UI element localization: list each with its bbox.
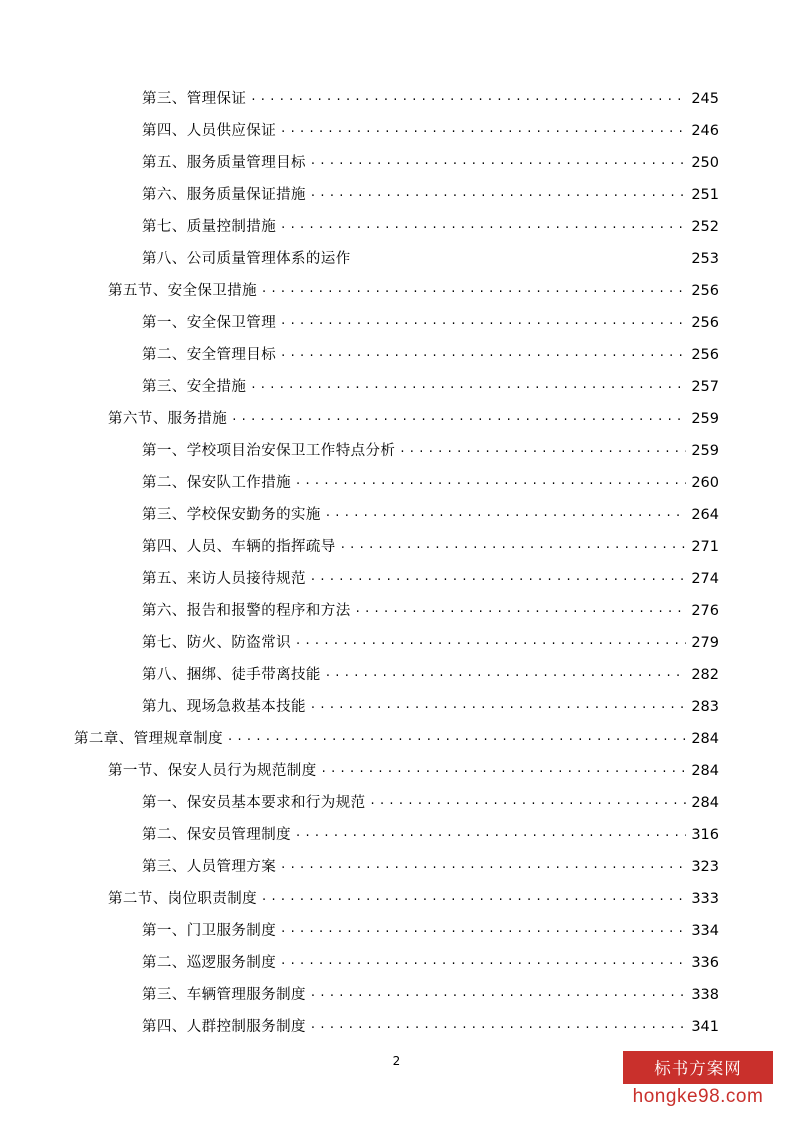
toc-entry-label: 第四、人员、车辆的指挥疏导 [142,538,336,555]
toc-entry-page: 259 [691,410,719,427]
toc-leader-dots [311,152,686,167]
toc-entry[interactable] [74,504,719,536]
toc-leader-dots [400,440,686,455]
toc-entry-label: 第二节、岗位职责制度 [108,890,257,907]
toc-entry-page: 256 [691,282,719,299]
toc-leader-dots [322,760,686,775]
toc-entry-label: 第二、保安队工作措施 [142,474,291,491]
toc-entry[interactable] [74,952,719,984]
toc-leader-dots [281,120,686,135]
toc-entry-page: 256 [691,314,719,331]
toc-leader-dots [296,472,686,487]
toc-entry[interactable] [74,632,719,664]
toc-entry[interactable] [74,760,719,792]
toc-entry-label: 第一、保安员基本要求和行为规范 [142,794,366,811]
toc-entry[interactable] [74,728,719,760]
toc-entry-label: 第三、车辆管理服务制度 [142,986,306,1003]
toc-entry[interactable] [74,216,719,248]
toc-leader-dots [356,600,686,615]
toc-entry[interactable] [74,280,719,312]
toc-leader-dots [311,696,686,711]
toc-leader-dots [232,408,686,423]
toc-leader-dots [281,856,686,871]
toc-leader-dots [326,664,686,679]
toc-entry-page: 252 [691,218,719,235]
toc-entry-page: 284 [691,794,719,811]
toc-entry-page: 283 [691,698,719,715]
toc-entry-page: 316 [691,826,719,843]
toc-entry[interactable] [74,568,719,600]
toc-leader-dots [371,792,687,807]
toc-entry-page: 336 [691,954,719,971]
toc-entry-label: 第七、质量控制措施 [142,218,277,235]
toc-entry[interactable] [74,536,719,568]
toc-leader-dots [341,536,686,551]
toc-entry-label: 第一、门卫服务制度 [142,922,277,939]
watermark-url: hongke98.com [632,1086,764,1107]
toc-entry[interactable] [74,376,719,408]
toc-entry-page: 323 [691,858,719,875]
toc-entry-page: 338 [691,986,719,1003]
table-of-contents [74,88,719,1048]
toc-entry-page: 257 [691,378,719,395]
toc-leader-dots [262,280,686,295]
toc-entry-label: 第三、人员管理方案 [142,858,277,875]
watermark-title: 标书方案网 [623,1051,773,1084]
toc-leader-dots [262,888,686,903]
toc-entry[interactable] [74,888,719,920]
toc-entry[interactable] [74,984,719,1016]
toc-entry-page: 284 [691,730,719,747]
toc-entry-page: 282 [691,666,719,683]
toc-entry-page: 251 [691,186,719,203]
toc-leader-dots [281,952,686,967]
toc-entry[interactable] [74,248,719,280]
toc-entry-label: 第五、服务质量管理目标 [142,154,306,171]
toc-entry-label: 第六、服务质量保证措施 [142,186,306,203]
toc-leader-dots [251,376,686,391]
toc-entry[interactable] [74,312,719,344]
toc-entry-page: 250 [691,154,719,171]
toc-entry-label: 第六、报告和报警的程序和方法 [142,602,351,619]
toc-entry[interactable] [74,600,719,632]
toc-entry-label: 第一节、保安人员行为规范制度 [108,762,317,779]
toc-entry-label: 第一、安全保卫管理 [142,314,277,331]
toc-leader-dots [296,632,686,647]
toc-entry[interactable] [74,664,719,696]
toc-entry[interactable] [74,184,719,216]
toc-entry[interactable] [74,440,719,472]
toc-leader-dots [311,568,686,583]
toc-entry[interactable] [74,1016,719,1048]
toc-leader-dots [311,984,686,999]
toc-entry-label: 第八、公司质量管理体系的运作 [142,250,351,267]
toc-entry-page: 246 [691,122,719,139]
toc-leader-dots [311,1016,686,1031]
toc-entry-page: 253 [691,250,719,267]
toc-entry-label: 第二、安全管理目标 [142,346,277,363]
toc-entry-label: 第二章、管理规章制度 [74,730,223,747]
toc-entry-label: 第三、学校保安勤务的实施 [142,506,321,523]
toc-entry[interactable] [74,472,719,504]
toc-entry-label: 第五节、安全保卫措施 [108,282,257,299]
toc-leader-dots [326,504,686,519]
toc-entry-page: 341 [691,1018,719,1035]
toc-entry-label: 第四、人群控制服务制度 [142,1018,306,1035]
toc-entry-page: 271 [691,538,719,555]
toc-entry-label: 第八、捆绑、徒手带离技能 [142,666,321,683]
toc-entry-label: 第一、学校项目治安保卫工作特点分析 [142,442,396,459]
toc-entry[interactable] [74,344,719,376]
toc-entry-page: 260 [691,474,719,491]
toc-leader-dots [228,728,686,743]
toc-entry-label: 第七、防火、防盗常识 [142,634,291,651]
toc-entry[interactable] [74,792,719,824]
toc-entry-label: 第五、来访人员接待规范 [142,570,306,587]
page-number: 2 [392,1054,401,1068]
toc-entry-label: 第三、管理保证 [142,90,247,107]
toc-entry-label: 第二、保安员管理制度 [142,826,291,843]
toc-entry[interactable] [74,856,719,888]
toc-entry[interactable] [74,824,719,856]
toc-entry-page: 274 [691,570,719,587]
toc-leader-dots [311,184,686,199]
toc-entry-page: 264 [691,506,719,523]
toc-entry-page: 333 [691,890,719,907]
toc-entry-label: 第九、现场急救基本技能 [142,698,306,715]
toc-leader-dots [251,88,686,103]
toc-entry-label: 第六节、服务措施 [108,410,228,427]
toc-leader-dots [296,824,686,839]
toc-entry[interactable] [74,408,719,440]
toc-entry-page: 259 [691,442,719,459]
toc-leader-dots [281,312,686,327]
toc-entry-page: 284 [691,762,719,779]
toc-leader-dots [356,248,686,263]
toc-entry-page: 256 [691,346,719,363]
toc-entry[interactable] [74,152,719,184]
toc-entry-page: 245 [691,90,719,107]
toc-entry[interactable] [74,696,719,728]
toc-entry-label: 第四、人员供应保证 [142,122,277,139]
toc-entry[interactable] [74,88,719,120]
toc-leader-dots [281,920,686,935]
watermark [623,1051,773,1108]
toc-entry-label: 第三、安全措施 [142,378,247,395]
toc-leader-dots [281,344,686,359]
toc-leader-dots [281,216,686,231]
toc-entry-label: 第二、巡逻服务制度 [142,954,277,971]
toc-entry[interactable] [74,120,719,152]
toc-entry[interactable] [74,920,719,952]
toc-entry-page: 334 [691,922,719,939]
toc-entry-page: 279 [691,634,719,651]
toc-entry-page: 276 [691,602,719,619]
